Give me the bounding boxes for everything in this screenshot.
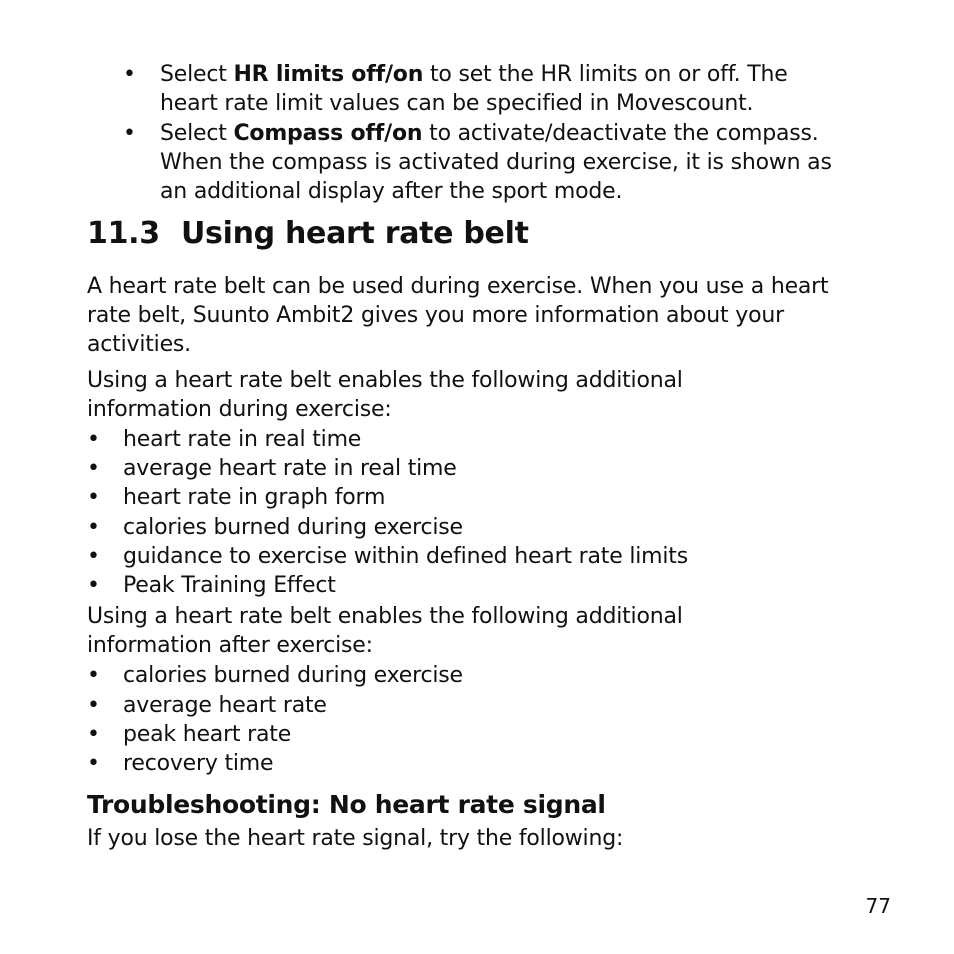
bullet-marker: • [87, 485, 100, 510]
list-item: heart rate in real time [123, 427, 362, 452]
list-item: average heart rate [123, 693, 327, 718]
section-number: 11.3 [87, 216, 160, 251]
bullet-marker: • [87, 515, 100, 540]
list-item: average heart rate in real time [123, 456, 457, 481]
section-heading [87, 212, 529, 256]
during-exercise-lead [87, 366, 683, 424]
paragraph-line: A heart rate belt can be used during exercise. When you use a heart [87, 274, 829, 299]
after-exercise-lead [87, 602, 683, 660]
bullet-marker: • [87, 693, 100, 718]
bullet-marker: • [87, 663, 100, 688]
bullet-line: When the compass is activated during exercise, it is shown as [160, 150, 832, 175]
bullet-line: heart rate limit values can be specified in Movescount. [160, 91, 754, 116]
paragraph-line: Using a heart rate belt enables the following additional [87, 368, 683, 393]
bullet-marker: • [87, 544, 100, 569]
paragraph-line: Using a heart rate belt enables the following additional [87, 604, 683, 629]
text-fragment: to set the HR limits on or off. The [423, 62, 788, 87]
bullet-marker: • [123, 121, 136, 146]
paragraph-line: information during exercise: [87, 397, 392, 422]
text-fragment: Select [160, 121, 234, 146]
bullet-marker: • [87, 751, 100, 776]
list-item: calories burned during exercise [123, 663, 463, 688]
text-fragment: to activate/deactivate the compass. [422, 121, 819, 146]
list-item: peak heart rate [123, 722, 292, 747]
bullet-marker: • [87, 427, 100, 452]
paragraph-line: rate belt, Suunto Ambit2 gives you more information about your [87, 303, 784, 328]
list-item: guidance to exercise within defined heart rate limits [123, 544, 688, 569]
bullet-line: an additional display after the sport mode. [160, 179, 623, 204]
list-item: heart rate in graph form [123, 485, 386, 510]
bullet-marker: • [123, 62, 136, 87]
bullet-marker: • [87, 573, 100, 598]
menu-option-hr-limits: HR limits off/on [233, 62, 424, 87]
section-title: Using heart rate belt [181, 216, 529, 251]
bullet-marker: • [87, 722, 100, 747]
text-fragment: Select [160, 62, 234, 87]
bullet-marker: • [87, 456, 100, 481]
page-number: 77 [865, 894, 891, 918]
troubleshooting-heading: Troubleshooting: No heart rate signal [87, 790, 606, 819]
bullet-line [160, 119, 832, 148]
paragraph-line: information after exercise: [87, 633, 373, 658]
menu-option-compass: Compass off/on [233, 121, 423, 146]
intro-paragraph [87, 272, 828, 359]
troubleshooting-text: If you lose the heart rate signal, try the following: [87, 826, 624, 851]
bullet-item-compass [160, 119, 832, 206]
list-item: calories burned during exercise [123, 515, 463, 540]
bullet-line [160, 60, 788, 89]
bullet-item-hr-limits [160, 60, 788, 118]
paragraph-line: activities. [87, 332, 191, 357]
list-item: recovery time [123, 751, 274, 776]
list-item: Peak Training Effect [123, 573, 336, 598]
